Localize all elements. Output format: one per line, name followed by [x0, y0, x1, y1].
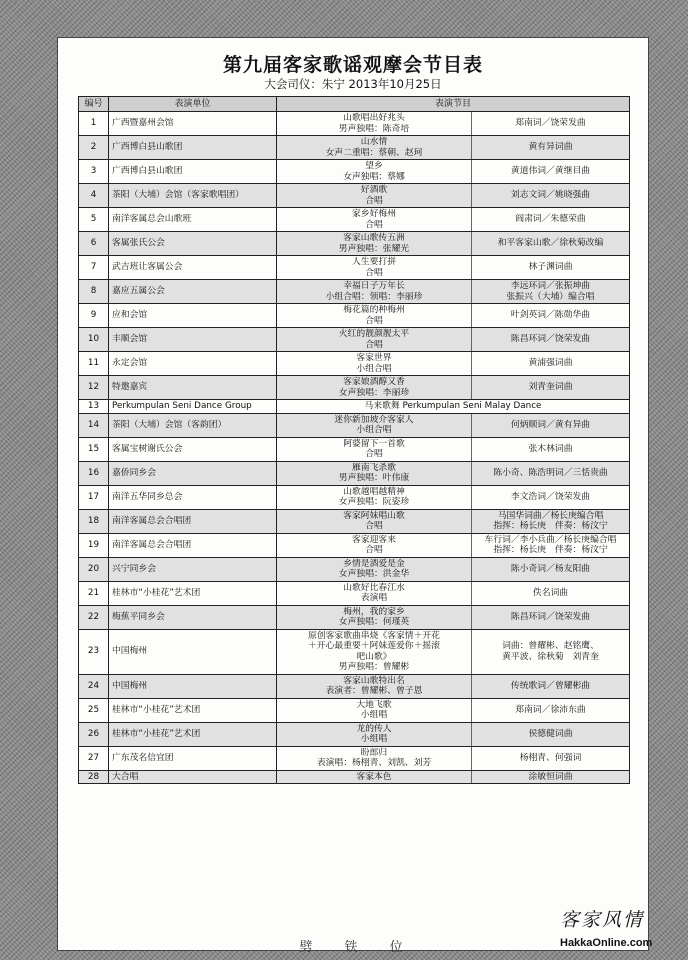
credit-line: 陈小奇词／杨友阳曲	[510, 563, 591, 574]
program-line: 小组合唱	[356, 363, 392, 374]
program-line: 盼郎归	[360, 747, 388, 758]
table-row	[79, 605, 630, 629]
program-line: 迷你新加坡介客家人	[334, 414, 414, 425]
program-cell	[277, 629, 630, 674]
program-cell	[277, 136, 630, 160]
program-credits	[472, 184, 629, 207]
performing-unit: 南洋客属总会合唱团	[109, 509, 277, 533]
performing-unit: 永定会馆	[109, 352, 277, 376]
row-number: 19	[79, 533, 109, 557]
program-cell	[277, 112, 630, 136]
performing-unit: 武吉班让客属公会	[109, 256, 277, 280]
program-line: 大地飞歌	[356, 699, 392, 710]
program-credits	[472, 558, 629, 581]
program-line: 表演者：曾耀彬、曾子恩	[325, 686, 423, 696]
program-cell	[277, 232, 630, 256]
program-line: 男声独唱：叶伟康	[338, 473, 410, 483]
performing-unit: 茶阳（大埔）会馆（客家歌唱团）	[109, 184, 277, 208]
table-row	[79, 256, 630, 280]
program-cell	[277, 160, 630, 184]
program-credits	[472, 256, 629, 279]
row-number: 18	[79, 509, 109, 533]
program-title	[277, 630, 472, 674]
program-line: 女声独唱：何瑾英	[338, 617, 410, 627]
program-line: 合唱	[365, 339, 383, 350]
program-cell	[277, 605, 630, 629]
credit-line: 传统歌词／曾耀彬曲	[510, 680, 591, 691]
performing-unit: 嘉应五属公会	[109, 280, 277, 304]
program-line: 家乡好梅州	[352, 209, 396, 219]
table-row	[79, 629, 630, 674]
program-line: 山歌唱出好兆头	[343, 113, 405, 123]
credit-line: 陈昌环词／饶荣发曲	[510, 611, 591, 622]
program-title	[277, 675, 472, 698]
credit-line: 词曲：曾耀彬、赵铭鹰、	[502, 641, 599, 651]
program-line: 男声独唱：张耀光	[338, 243, 410, 254]
credit-line: 郑南词／饶荣发曲	[515, 118, 586, 129]
program-line: 梅花篇的种梅州	[343, 305, 405, 315]
program-line: 合唱	[365, 449, 383, 459]
table-row	[79, 437, 630, 461]
program-cell	[277, 328, 630, 352]
program-line: 小组合唱：领唱：李丽珍	[325, 291, 423, 302]
row-number: 27	[79, 746, 109, 770]
program-title	[277, 184, 472, 207]
program-line: 合唱	[365, 315, 383, 326]
row-number: 17	[79, 485, 109, 509]
program-title	[277, 510, 472, 533]
program-cell	[277, 400, 630, 414]
table-row	[79, 533, 630, 557]
row-number: 22	[79, 605, 109, 629]
program-title	[277, 723, 472, 746]
row-number: 3	[79, 160, 109, 184]
program-line: 梅州，我的家乡	[343, 606, 405, 617]
credit-line: 马国华词曲／杨长庚编合唱	[497, 510, 604, 521]
program-title	[277, 352, 472, 375]
table-row	[79, 746, 630, 770]
program-title	[277, 208, 472, 231]
table-row	[79, 328, 630, 352]
program-title	[277, 747, 472, 770]
program-title	[277, 699, 472, 722]
logo-text-en: HakkaOnline.com	[560, 937, 653, 949]
performing-unit: 应和会馆	[109, 304, 277, 328]
row-number: 24	[79, 674, 109, 698]
credit-line: 车行词／李小兵曲／杨长庚编合唱	[484, 534, 617, 545]
performing-unit: 南洋客属总会山歌班	[109, 208, 277, 232]
table-row	[79, 208, 630, 232]
credit-line: 张木林词曲	[528, 443, 573, 454]
table-row	[79, 376, 630, 400]
program-line: 男声独唱：陈奇培	[338, 123, 410, 134]
program-cell	[277, 509, 630, 533]
program-line: 合唱	[365, 545, 383, 555]
program-credits	[472, 462, 629, 485]
table-row	[79, 352, 630, 376]
table-row	[79, 304, 630, 328]
table-row	[79, 160, 630, 184]
performing-unit: 梅蕉平同乡会	[109, 605, 277, 629]
performing-unit: 特邀嘉宾	[109, 376, 277, 400]
program-cell	[277, 533, 630, 557]
performing-unit: 广东茂名信宜团	[109, 746, 277, 770]
program-credits	[472, 136, 629, 159]
performing-unit: 桂林市“小桂花”艺术团	[109, 698, 277, 722]
program-credits	[472, 699, 629, 722]
performing-unit: 中国梅州	[109, 674, 277, 698]
row-number: 14	[79, 413, 109, 437]
performing-unit: 桂林市“小桂花”艺术团	[109, 722, 277, 746]
program-credits	[472, 414, 629, 437]
program-line: 合唱	[365, 521, 383, 531]
program-credits	[472, 534, 629, 557]
program-line: 龙的传人	[356, 723, 392, 734]
program-line: 乡情是酒爱是金	[343, 558, 405, 569]
program-cell	[277, 413, 630, 437]
row-number: 26	[79, 722, 109, 746]
program-cell	[277, 461, 630, 485]
table-row	[79, 557, 630, 581]
program-credits	[472, 582, 629, 605]
credit-line: 李远环词／张振坤曲	[510, 281, 591, 291]
credit-line: 何炳顺词／黄有异曲	[510, 419, 591, 430]
performing-unit: 嘉侨同乡会	[109, 461, 277, 485]
program-line: 合唱	[365, 267, 383, 278]
credit-line: 李文浩词／饶荣发曲	[510, 491, 591, 502]
row-number: 28	[79, 770, 109, 784]
program-title	[277, 558, 472, 581]
program-cell	[277, 674, 630, 698]
program-credits	[472, 630, 629, 674]
program-table	[78, 96, 630, 784]
performing-unit: 广西博白县山歌团	[109, 136, 277, 160]
page-subtitle: 大会司仪：朱宁 2013年10月25日	[264, 77, 442, 91]
program-cell	[277, 746, 630, 770]
program-line: 客家娘酒醇又香	[343, 377, 405, 387]
program-title	[277, 328, 472, 351]
program-credits	[472, 208, 629, 231]
program-title	[277, 438, 472, 461]
table-row	[79, 509, 630, 533]
credit-line: 黄浦强词曲	[528, 358, 573, 369]
credit-line: 郑南词／徐沛东曲	[515, 704, 586, 715]
credit-line: 刘志文词／姚晓强曲	[510, 190, 591, 201]
program-cell	[277, 256, 630, 280]
credit-line: 林子渊词曲	[528, 262, 573, 273]
performing-unit: 客属宝树谢氏公会	[109, 437, 277, 461]
program-credits	[472, 747, 629, 770]
row-number: 2	[79, 136, 109, 160]
program-credits	[472, 438, 629, 461]
program-line: 山水情	[360, 137, 388, 147]
table-body	[79, 112, 630, 784]
row-number: 20	[79, 557, 109, 581]
program-credits	[472, 112, 629, 135]
header-no: 编号	[79, 97, 109, 112]
credit-line: 和平客家山歌／徐秋菊改编	[497, 238, 604, 249]
logo-text-cn: 客家风情	[560, 909, 645, 931]
page-title: 第九届客家歌谣观摩会节目表	[222, 54, 483, 76]
handwritten-marks: 劈 铁 位	[299, 940, 417, 955]
program-line: 原创客家歌曲串烧《客家情＋开花	[308, 630, 440, 641]
program-line: 山歌越唱越精神	[343, 486, 405, 497]
program-line: 合唱	[365, 219, 383, 230]
program-line: 好酒歌	[360, 185, 388, 195]
credit-line: 阎肃词／朱德荣曲	[515, 214, 586, 225]
row-number: 25	[79, 698, 109, 722]
row-number: 15	[79, 437, 109, 461]
program-line: 女声独唱：蔡娜	[343, 171, 405, 182]
performing-unit: 南洋客属总会合唱团	[109, 533, 277, 557]
program-cell	[277, 184, 630, 208]
program-line: 小组合唱	[356, 425, 392, 435]
program-cell	[277, 352, 630, 376]
row-number: 13	[79, 400, 109, 414]
program-line: 客家山歌特出名	[343, 675, 405, 686]
program-cell	[277, 208, 630, 232]
watermark-logo	[560, 905, 685, 955]
program-cell	[277, 280, 630, 304]
program-line: 女声独唱：洪金华	[338, 569, 410, 579]
program-line: 小组唱	[360, 734, 388, 744]
program-cell	[277, 376, 630, 400]
table-row	[79, 461, 630, 485]
credit-line: 张振兴（大埔）编合唱	[506, 291, 595, 302]
row-number: 11	[79, 352, 109, 376]
program-cell	[277, 437, 630, 461]
program-title	[277, 376, 472, 399]
performing-unit: 大合唱	[109, 770, 277, 784]
table-row	[79, 770, 630, 784]
performing-unit: 丰顺会馆	[109, 328, 277, 352]
program-line: 山歌好比春江水	[343, 582, 405, 593]
program-credits	[472, 486, 629, 509]
program-line: ＋开心最重要＋阿妹莲爱你＋摇滚	[308, 641, 440, 651]
program-line: 男声独唱：曾耀彬	[338, 662, 410, 672]
document-page	[58, 38, 648, 955]
program-credits	[472, 160, 629, 183]
table-row	[79, 184, 630, 208]
row-number: 21	[79, 581, 109, 605]
program-title	[277, 462, 472, 485]
credit-line: 陈昌环词／饶荣发曲	[510, 334, 591, 345]
row-number: 5	[79, 208, 109, 232]
row-number: 8	[79, 280, 109, 304]
program-line: 吧山歌》	[356, 651, 392, 662]
credit-line: 陈小奇、陈浩明词／三恬贵曲	[493, 467, 608, 478]
table-row	[79, 136, 630, 160]
program-title	[277, 414, 472, 437]
credit-line: 黄道伟词／黄继目曲	[510, 166, 591, 177]
program-credits	[472, 771, 629, 784]
program-credits	[472, 280, 629, 303]
performing-unit: 中国梅州	[109, 629, 277, 674]
credit-line: 刘青奎词曲	[528, 382, 573, 393]
program-title	[277, 256, 472, 279]
table-row	[79, 112, 630, 136]
credit-line: 叶剑英词／陈勋华曲	[510, 310, 591, 321]
program-credits	[472, 304, 629, 327]
program-title	[277, 280, 472, 303]
table-row	[79, 581, 630, 605]
performing-unit: 茶阳（大埔）会馆（客韵团）	[109, 413, 277, 437]
table-row	[79, 698, 630, 722]
table-row	[79, 280, 630, 304]
program-line: 雁南飞杀歌	[352, 462, 396, 473]
table-row	[79, 413, 630, 437]
program-credits	[472, 723, 629, 746]
program-line: 客家世界	[356, 353, 392, 363]
program-line: 女声独唱：李丽珍	[338, 387, 410, 398]
table-row	[79, 232, 630, 256]
performing-unit: Perkumpulan Seni Dance Group	[109, 400, 277, 414]
program-line: 表演唱：杨栩青、刘凯、刘芳	[316, 758, 432, 768]
program-credits	[472, 352, 629, 375]
program-title	[277, 486, 472, 509]
header-unit: 表演单位	[109, 97, 277, 112]
program-line: 客家本色	[356, 771, 392, 782]
program-credits	[472, 328, 629, 351]
program-cell	[277, 485, 630, 509]
performing-unit: 广西博白县山歌团	[109, 160, 277, 184]
row-number: 10	[79, 328, 109, 352]
program-cell	[277, 770, 630, 784]
program-title	[277, 582, 472, 605]
row-number: 23	[79, 629, 109, 674]
program-title	[277, 534, 472, 557]
credit-line: 黄平波、徐秋菊 刘青奎	[502, 651, 599, 662]
credit-line: 杨栩青、何强词	[519, 752, 582, 763]
performing-unit: 桂林市“小桂花”艺术团	[109, 581, 277, 605]
program-credits	[472, 232, 629, 255]
program-cell	[277, 722, 630, 746]
program-line: 女声独唱：阮姿珍	[338, 497, 410, 507]
program-line: 望乡	[365, 161, 383, 171]
program-title	[277, 160, 472, 183]
performing-unit: 广西暨嘉州会馆	[109, 112, 277, 136]
program-cell	[277, 581, 630, 605]
program-credits	[472, 675, 629, 698]
header-program: 表演节目	[277, 97, 630, 112]
table-row	[79, 485, 630, 509]
program-cell	[277, 698, 630, 722]
program-line: 客家山歌传五洲	[343, 233, 405, 243]
program-line: 阿婆留下一首歌	[343, 438, 405, 449]
row-number: 4	[79, 184, 109, 208]
program-credits	[472, 510, 629, 533]
program-line: 火红的靓颜靓太平	[338, 329, 410, 339]
program-title	[277, 304, 472, 327]
performing-unit: 南洋五华同乡总会	[109, 485, 277, 509]
program-line: 人生要打拼	[352, 257, 396, 267]
credit-line: 指挥：杨长庚 伴奏：杨汶宁	[493, 545, 608, 555]
table-row	[79, 722, 630, 746]
program-line: 女声二重唱：蔡朝、赵珂	[325, 147, 423, 158]
row-number: 1	[79, 112, 109, 136]
row-number: 6	[79, 232, 109, 256]
credit-line: 指挥：杨长庚 伴奏：杨汶宁	[493, 521, 608, 531]
program-title	[277, 606, 472, 629]
program-title	[277, 112, 472, 135]
program-line: 表演唱	[360, 593, 388, 603]
program-line: 客家阿妹唱山歌	[343, 510, 405, 521]
credit-line: 佚名词曲	[532, 587, 569, 598]
credit-line: 涂敏恒词曲	[528, 771, 573, 782]
program-credits	[472, 376, 629, 399]
row-number: 12	[79, 376, 109, 400]
table-row	[79, 674, 630, 698]
program-full	[277, 400, 629, 413]
performing-unit: 客属张氏公会	[109, 232, 277, 256]
program-line: 客家迎客来	[352, 534, 396, 545]
table-header	[79, 97, 630, 112]
row-number: 16	[79, 461, 109, 485]
program-title	[277, 771, 472, 784]
performing-unit: 兴宁同乡会	[109, 557, 277, 581]
row-number: 9	[79, 304, 109, 328]
program-line: 马来歌舞 Perkumpulan Seni Malay Dance	[364, 401, 542, 411]
program-title	[277, 232, 472, 255]
credit-line: 侯德健词曲	[528, 728, 573, 739]
program-cell	[277, 557, 630, 581]
table-row	[79, 400, 630, 414]
credit-line: 黄有异词曲	[528, 142, 573, 153]
program-line: 小组唱	[360, 710, 388, 720]
row-number: 7	[79, 256, 109, 280]
program-cell	[277, 304, 630, 328]
program-title	[277, 136, 472, 159]
program-line: 合唱	[365, 195, 383, 206]
program-line: 幸福日子万年长	[343, 281, 405, 291]
program-credits	[472, 606, 629, 629]
